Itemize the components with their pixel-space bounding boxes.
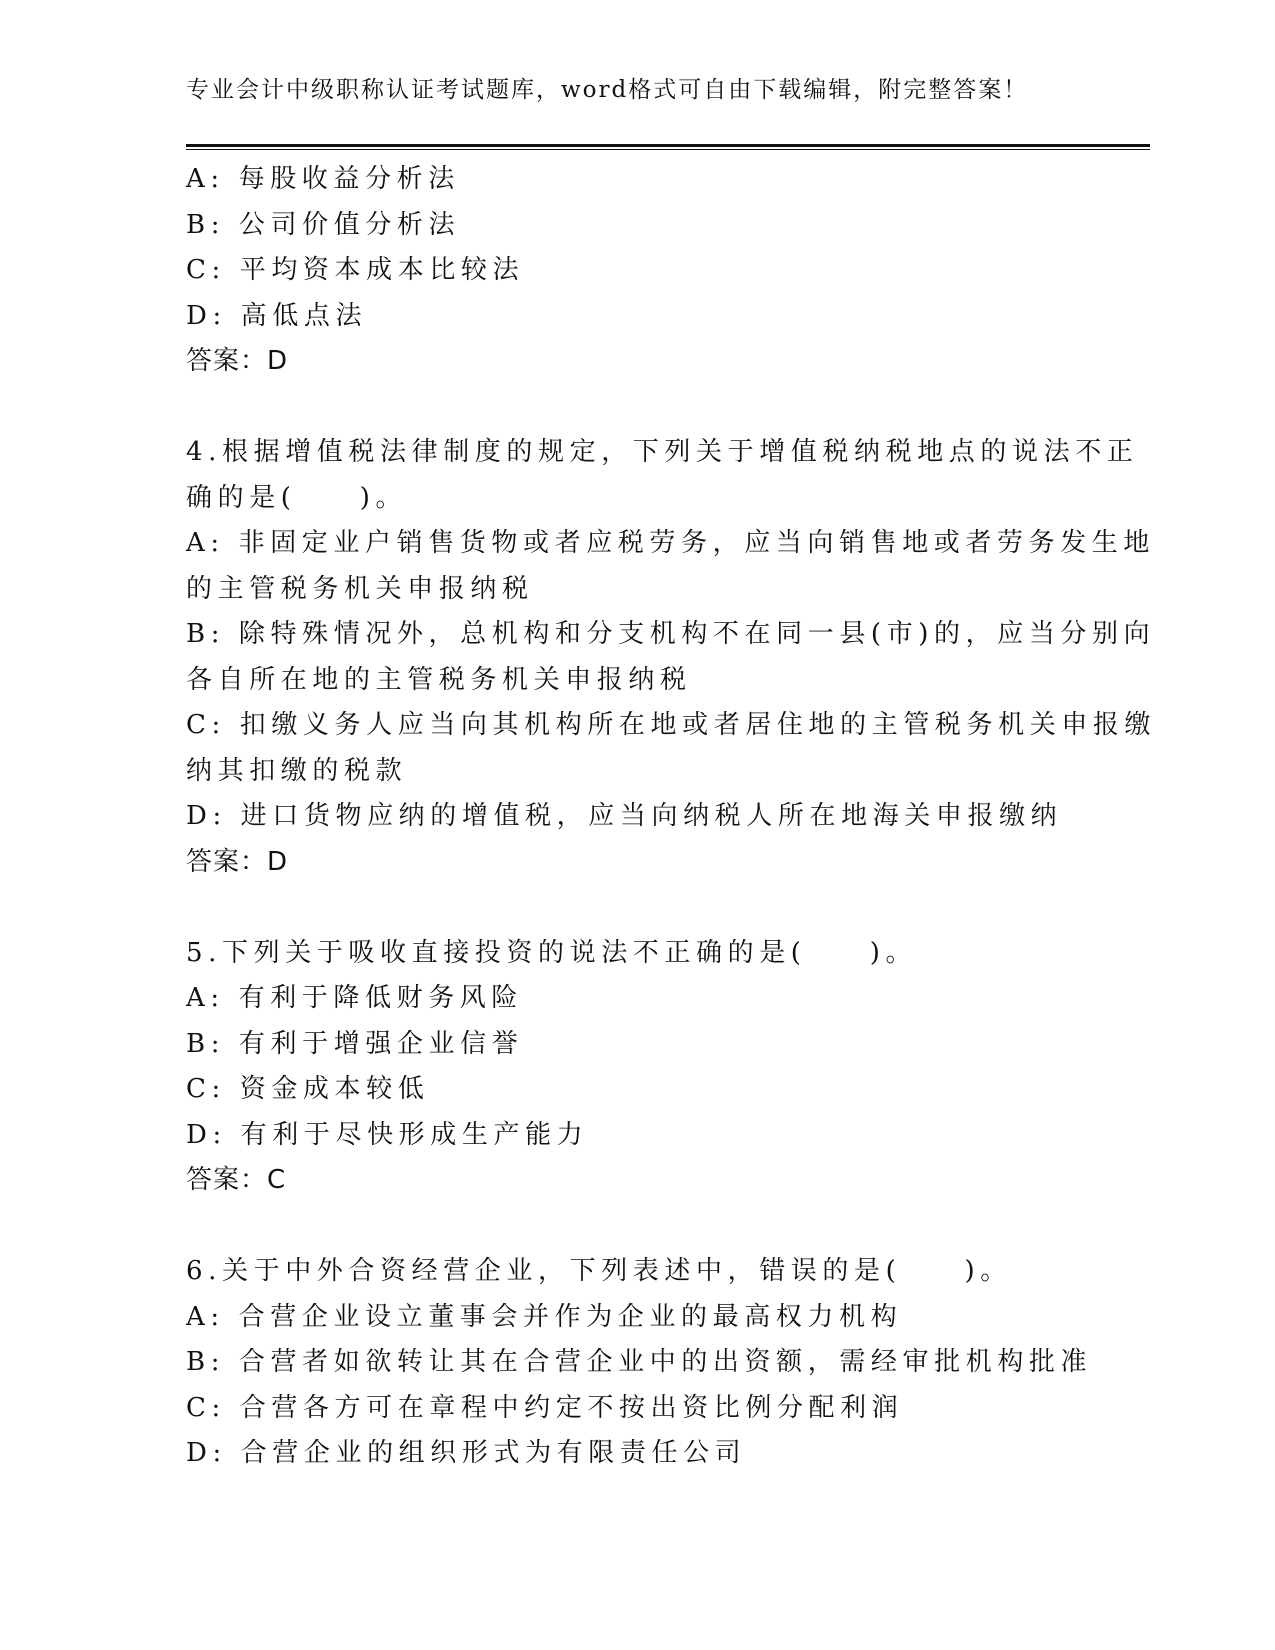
question-block	[186, 430, 1157, 885]
page-header-text: 专业会计中级职称认证考试题库，word格式可自由下载编辑，附完整答案！	[186, 77, 1029, 103]
answer-line: 答案：D	[186, 846, 289, 877]
option-c-line: C: 合营各方可在章程中约定不按出资比例分配利润	[186, 1392, 904, 1423]
option-a-line: A: 合营企业设立董事会并作为企业的最高权力机构	[186, 1301, 903, 1332]
question-block	[186, 931, 1106, 1204]
option-b-line: B: 合营者如欲转让其在合营企业中的出资额，需经审批机构批准	[186, 1347, 1093, 1377]
question-list	[186, 157, 1157, 1477]
spacer	[186, 885, 1106, 931]
spacer	[186, 385, 1106, 431]
question-stem-line: 6.关于中外合资经营企业，下列表述中，错误的是( )。	[186, 1256, 1012, 1286]
option-b-line: B: 公司价值分析法	[186, 209, 461, 240]
option-d-line: D: 进口货物应纳的增值税，应当向纳税人所在地海关申报缴纳	[186, 801, 1063, 831]
question-block	[186, 157, 1106, 385]
question-stem-line: 4.根据增值税法律制度的规定，下列关于增值税纳税地点的说法不正	[186, 437, 1139, 467]
header-divider	[186, 144, 1150, 150]
option-b-line-cont: 各自所在地的主管税务机关申报纳税	[186, 664, 692, 695]
option-a-line: A: 非固定业户销售货物或者应税劳务，应当向销售地或者劳务发生地	[186, 528, 1156, 558]
question-block	[186, 1249, 1106, 1477]
question-stem-line: 5.下列关于吸收直接投资的说法不正确的是( )。	[186, 937, 918, 968]
spacer	[186, 1204, 1106, 1250]
option-c-line: C: 平均资本成本比较法	[186, 255, 525, 285]
option-a-line: A: 每股收益分析法	[186, 164, 460, 194]
option-b-line: B: 有利于增强企业信誉	[186, 1028, 524, 1059]
option-c-line: C: 扣缴义务人应当向其机构所在地或者居住地的主管税务机关申报缴	[186, 710, 1157, 740]
option-d-line: D: 有利于尽快形成生产能力	[186, 1119, 589, 1150]
option-d-line: D: 高低点法	[186, 300, 368, 331]
option-c-line: C: 资金成本较低	[186, 1074, 430, 1104]
option-a-line: A: 有利于降低财务风险	[186, 983, 524, 1013]
question-stem-line: 确的是( )。	[186, 482, 408, 513]
answer-line: 答案：D	[186, 346, 289, 376]
option-d-line: D: 合营企业的组织形式为有限责任公司	[186, 1438, 747, 1468]
answer-line: 答案：C	[186, 1165, 287, 1195]
option-a-line-cont: 的主管税务机关申报纳税	[186, 573, 534, 604]
option-b-line: B: 除特殊情况外，总机构和分支机构不在同一县(市)的，应当分别向	[186, 619, 1156, 649]
option-c-line-cont: 纳其扣缴的税款	[186, 755, 408, 786]
